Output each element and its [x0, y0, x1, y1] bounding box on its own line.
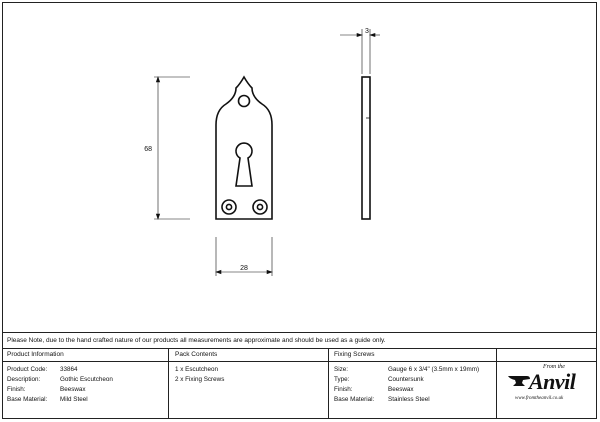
- divider-top: [2, 332, 597, 333]
- anvil-icon: [507, 374, 531, 388]
- pack-item: 1 x Escutcheon: [175, 366, 219, 373]
- column-divider-2: [328, 348, 329, 419]
- height-dimension: [154, 77, 190, 219]
- screw-hole-left-inner: [226, 204, 231, 209]
- escutcheon-side-view: [362, 77, 370, 219]
- top-hole: [239, 96, 250, 107]
- pack-item: 2 x Fixing Screws: [175, 376, 225, 383]
- from-the-anvil-logo: [505, 360, 593, 410]
- side-profile: [362, 77, 370, 219]
- height-dimension-label: 68: [144, 146, 152, 153]
- logo-url-text: www.fromtheanvil.co.uk: [515, 396, 564, 401]
- keyhole: [236, 143, 252, 186]
- screw-hole-right: [253, 200, 267, 214]
- fixing-screws-title: Fixing Screws: [334, 351, 375, 358]
- pack-contents-title: Pack Contents: [175, 351, 218, 358]
- escutcheon-outline: [216, 77, 272, 219]
- column-divider-3: [496, 348, 497, 419]
- width-dimension-label: 28: [240, 265, 248, 272]
- thickness-dimension: [340, 29, 380, 74]
- measurement-note: Please Note, due to the hand crafted nature of our products all measurements are approximate and should be used as a guide only.: [7, 337, 386, 344]
- escutcheon-front-view: [216, 77, 272, 219]
- screw-hole-left: [222, 200, 236, 214]
- thickness-dimension-label: 3: [365, 28, 369, 35]
- logo-from-text: From the: [543, 364, 565, 370]
- product-info-title: Product Information: [7, 351, 64, 358]
- divider-table-top: [2, 348, 597, 349]
- logo-brand-text: Anvil: [529, 369, 576, 394]
- column-divider-1: [168, 348, 169, 419]
- screw-hole-right-inner: [257, 204, 262, 209]
- drawing-sheet: 68 28 3 Please Note, due to the hand crafted nature of our products all measurements are approximate and should be used as a guide only. Product Information Product Code: 33864 Description: Gothic Escutcheon Finish: Beeswax Base Material: Mild Steel Pack Contents 1 x Escutcheon 2 x Fixing Screws Fixing Screws Size: Gauge 6 x 3/4" (3.5mm x 19mm) Type: Countersunk Finish: Beeswax Base Material: Stainless Steel From the Anvil www.fromtheanvil.co.uk: [0, 0, 600, 422]
